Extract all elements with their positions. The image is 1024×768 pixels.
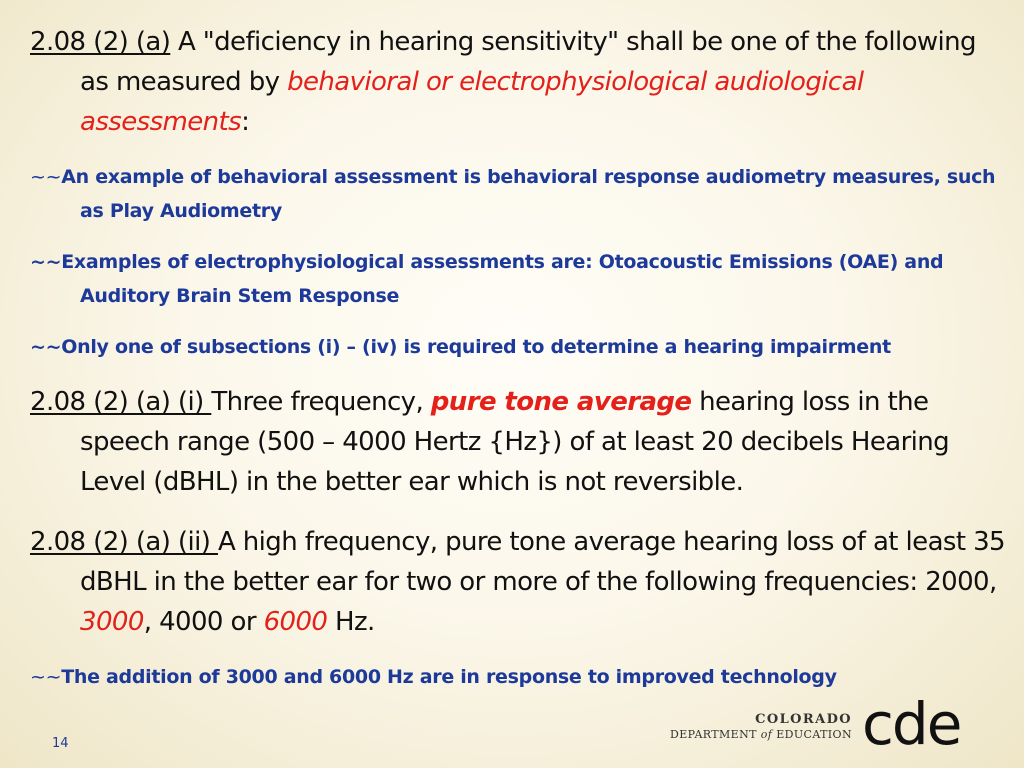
note-tilde: ~~ xyxy=(30,251,62,273)
rule-ref: 2.08 (2) (a) (i) xyxy=(30,387,212,417)
rule-text: hearing loss in the speech range (500 – 4000 Hertz {Hz}) of at least 20 decibels Hearing Level (dBHL) in the better ear which is not reversible. xyxy=(80,387,950,497)
logo-colorado: COLORADO xyxy=(755,712,852,727)
note-tilde: ~~ xyxy=(30,336,62,358)
rule-2-08-2-a xyxy=(30,22,1010,142)
rule-2-08-2-a-i xyxy=(30,382,1010,502)
note-subsections xyxy=(30,330,1010,364)
note-technology xyxy=(30,660,1010,694)
note-text: Only one of subsections (i) – (iv) is required to determine a hearing impairment xyxy=(61,336,891,358)
logo-cde-mark: cde xyxy=(862,690,961,758)
rule-ref: 2.08 (2) (a) xyxy=(30,27,171,57)
logo-education: EDUCATION xyxy=(776,728,852,741)
note-tilde: ~~ xyxy=(30,166,62,188)
rule-2-08-2-a-ii xyxy=(30,522,1010,642)
note-text: The addition of 3000 and 6000 Hz are in response to improved technology xyxy=(61,666,837,688)
rule-emphasis: 3000 xyxy=(80,607,144,637)
note-electrophysiological xyxy=(30,245,1010,313)
logo-dept-word: DEPARTMENT xyxy=(670,728,757,741)
note-text: An example of behavioral assessment is behavioral response audiometry measures, such as Play Audiometry xyxy=(61,166,996,222)
rule-emphasis: 6000 xyxy=(263,607,328,637)
rule-ref: 2.08 (2) (a) (ii) xyxy=(30,527,218,557)
slide-number: 14 xyxy=(52,736,69,751)
rule-end: : xyxy=(241,107,250,137)
logo-of: of xyxy=(760,728,773,741)
rule-text: Hz. xyxy=(327,607,375,637)
rule-emphasis: pure tone average xyxy=(430,387,692,417)
rule-text: Three frequency, xyxy=(211,387,431,417)
note-behavioral xyxy=(30,160,1010,228)
rule-text: A high frequency, pure tone average hearing loss of at least 35 dBHL in the better ear for two or more of the following frequencies: 2000, xyxy=(80,527,1005,597)
note-tilde: ~~ xyxy=(30,666,62,688)
logo-department xyxy=(670,728,852,741)
note-text: Examples of electrophysiological assessments are: Otoacoustic Emissions (OAE) and Auditory Brain Stem Response xyxy=(61,251,944,307)
rule-emphasis: behavioral or electrophysiological audiological assessments xyxy=(80,67,864,137)
cde-logo xyxy=(670,690,994,758)
rule-text: A "deficiency in hearing sensitivity" shall be one of the following as measured by xyxy=(80,27,976,97)
rule-text: , 4000 or xyxy=(143,607,264,637)
